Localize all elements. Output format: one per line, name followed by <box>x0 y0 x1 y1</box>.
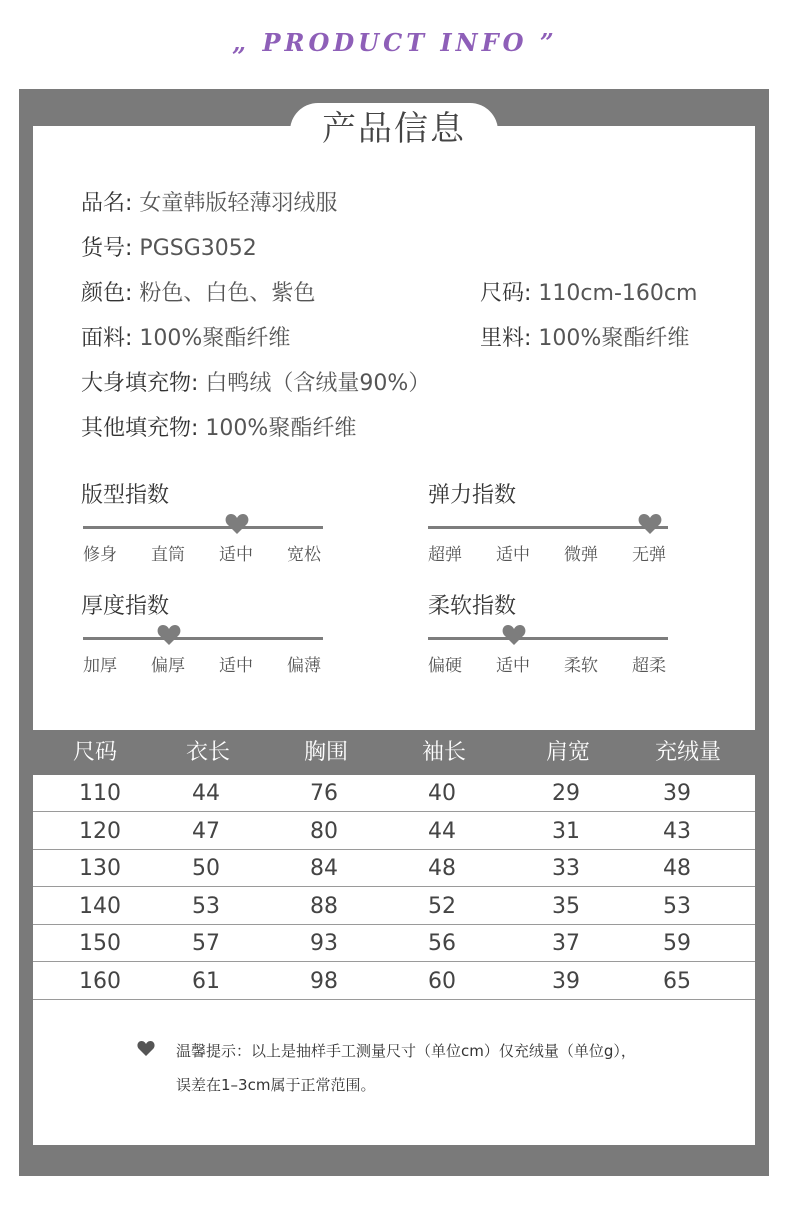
info-other-fill <box>81 411 356 442</box>
fit-index-scale <box>83 516 323 565</box>
table-cell: 40 <box>428 781 456 806</box>
fit-scale-label: 宽松 <box>287 545 321 565</box>
table-cell: 80 <box>310 818 338 844</box>
table-cell: 120 <box>79 818 121 844</box>
info-color-value: 粉色、白色、紫色 <box>139 281 316 306</box>
table-cell: 93 <box>310 931 338 956</box>
table-cell: 98 <box>310 968 338 994</box>
softness-scale-line <box>428 637 668 640</box>
table-cell: 130 <box>79 856 121 881</box>
product-info-frame <box>19 89 769 1176</box>
table-header-cell: 袖长 <box>422 740 467 765</box>
info-fabric-key: 面料: <box>81 326 133 351</box>
table-cell: 39 <box>663 781 691 806</box>
note-line-2: 误差在1–3cm属于正常范围。 <box>176 1076 376 1094</box>
table-header-cell: 胸围 <box>304 740 349 765</box>
table-row <box>33 963 755 1000</box>
table-cell: 31 <box>552 818 580 844</box>
thickness-scale-label: 偏厚 <box>151 656 185 676</box>
thickness-index-title: 厚度指数 <box>81 594 170 619</box>
table-cell: 48 <box>428 856 456 881</box>
softness-scale-label: 适中 <box>496 656 530 676</box>
table-cell: 61 <box>192 968 220 994</box>
table-cell: 53 <box>192 893 220 919</box>
table-row <box>33 925 755 962</box>
table-cell: 140 <box>79 893 121 919</box>
row-divider <box>33 999 755 1000</box>
table-cell: 53 <box>663 893 691 919</box>
page-title: 产品信息 <box>322 109 466 149</box>
table-header-cell: 衣长 <box>186 740 231 765</box>
info-other-fill-key: 其他填充物: <box>81 416 199 441</box>
table-cell: 37 <box>552 931 580 956</box>
elastic-scale-line <box>428 526 668 529</box>
fit-scale-line <box>83 526 323 529</box>
elastic-scale-label: 微弹 <box>564 545 598 565</box>
thickness-scale-label: 适中 <box>219 656 253 676</box>
table-cell: 84 <box>310 856 338 881</box>
table-cell: 35 <box>552 893 580 919</box>
table-cell: 57 <box>192 931 220 956</box>
info-body-fill <box>81 366 430 397</box>
thickness-scale-line <box>83 637 323 640</box>
table-cell: 65 <box>663 968 691 994</box>
info-body-fill-value: 白鸭绒（含绒量90%） <box>205 371 431 396</box>
elastic-scale-label: 超弹 <box>428 545 462 565</box>
table-row <box>33 888 755 925</box>
table-cell: 56 <box>428 931 456 956</box>
info-sku <box>81 231 257 262</box>
elastic-scale-label: 适中 <box>496 545 530 565</box>
table-cell: 29 <box>552 781 580 806</box>
info-lining-value: 100%聚酯纤维 <box>538 326 690 351</box>
table-cell: 39 <box>552 968 580 994</box>
heart-icon <box>137 1041 155 1056</box>
fit-index-title: 版型指数 <box>81 483 170 508</box>
product-info-heading: „ PRODUCT INFO ” <box>232 28 558 57</box>
elastic-index-scale <box>428 516 668 565</box>
thickness-index-scale <box>83 627 323 676</box>
product-info-panel <box>33 126 755 1145</box>
info-body-fill-key: 大身填充物: <box>81 371 199 396</box>
thickness-heart-icon <box>157 625 181 645</box>
title-tab <box>290 103 498 159</box>
info-name-value: 女童韩版轻薄羽绒服 <box>139 191 338 216</box>
note-line-1: 温馨提示：以上是抽样手工测量尺寸（单位cm）仅充绒量（单位g）， <box>176 1042 636 1060</box>
fit-heart-icon <box>225 514 249 534</box>
size-table-header <box>33 730 755 775</box>
table-cell: 150 <box>79 931 121 956</box>
table-row <box>33 850 755 887</box>
info-name-key: 品名: <box>81 191 133 216</box>
softness-scale-label: 超柔 <box>632 656 666 676</box>
table-cell: 88 <box>310 893 338 919</box>
table-cell: 59 <box>663 931 691 956</box>
fit-scale-label: 适中 <box>219 545 253 565</box>
thickness-scale-label: 加厚 <box>83 656 117 676</box>
softness-index-title: 柔软指数 <box>428 594 517 619</box>
table-header-cell: 肩宽 <box>546 740 591 765</box>
elastic-heart-icon <box>638 514 662 534</box>
fit-scale-label: 修身 <box>83 545 117 565</box>
fit-scale-label: 直筒 <box>151 545 185 565</box>
table-cell: 43 <box>663 818 691 844</box>
info-other-fill-value: 100%聚酯纤维 <box>205 416 357 441</box>
info-fabric-value: 100%聚酯纤维 <box>139 326 291 351</box>
info-name <box>81 186 337 217</box>
info-color-key: 颜色: <box>81 281 133 306</box>
table-header-cell: 尺码 <box>73 740 118 765</box>
info-size-value: 110cm-160cm <box>538 281 698 306</box>
table-cell: 160 <box>79 968 121 994</box>
table-cell: 44 <box>192 781 220 806</box>
elastic-index-title: 弹力指数 <box>428 483 517 508</box>
info-color <box>81 276 315 307</box>
elastic-scale-label: 无弹 <box>632 545 666 565</box>
table-cell: 47 <box>192 818 220 844</box>
table-header-cell: 充绒量 <box>655 740 722 765</box>
softness-scale-label: 柔软 <box>564 656 598 676</box>
info-sku-value: PGSG3052 <box>139 236 257 261</box>
table-cell: 60 <box>428 968 456 994</box>
table-cell: 52 <box>428 893 456 919</box>
table-cell: 110 <box>79 781 121 806</box>
softness-heart-icon <box>502 625 526 645</box>
table-cell: 33 <box>552 856 580 881</box>
softness-scale-label: 偏硬 <box>428 656 462 676</box>
table-row <box>33 775 755 812</box>
softness-index-scale <box>428 627 668 676</box>
info-fabric <box>81 321 290 352</box>
table-cell: 44 <box>428 818 456 844</box>
info-size <box>480 276 697 307</box>
table-cell: 48 <box>663 856 691 881</box>
table-row <box>33 813 755 850</box>
thickness-scale-label: 偏薄 <box>287 656 321 676</box>
info-sku-key: 货号: <box>81 236 133 261</box>
info-size-key: 尺码: <box>480 281 532 306</box>
info-lining <box>480 321 689 352</box>
table-cell: 50 <box>192 856 220 881</box>
table-cell: 76 <box>310 781 338 806</box>
info-lining-key: 里料: <box>480 326 532 351</box>
